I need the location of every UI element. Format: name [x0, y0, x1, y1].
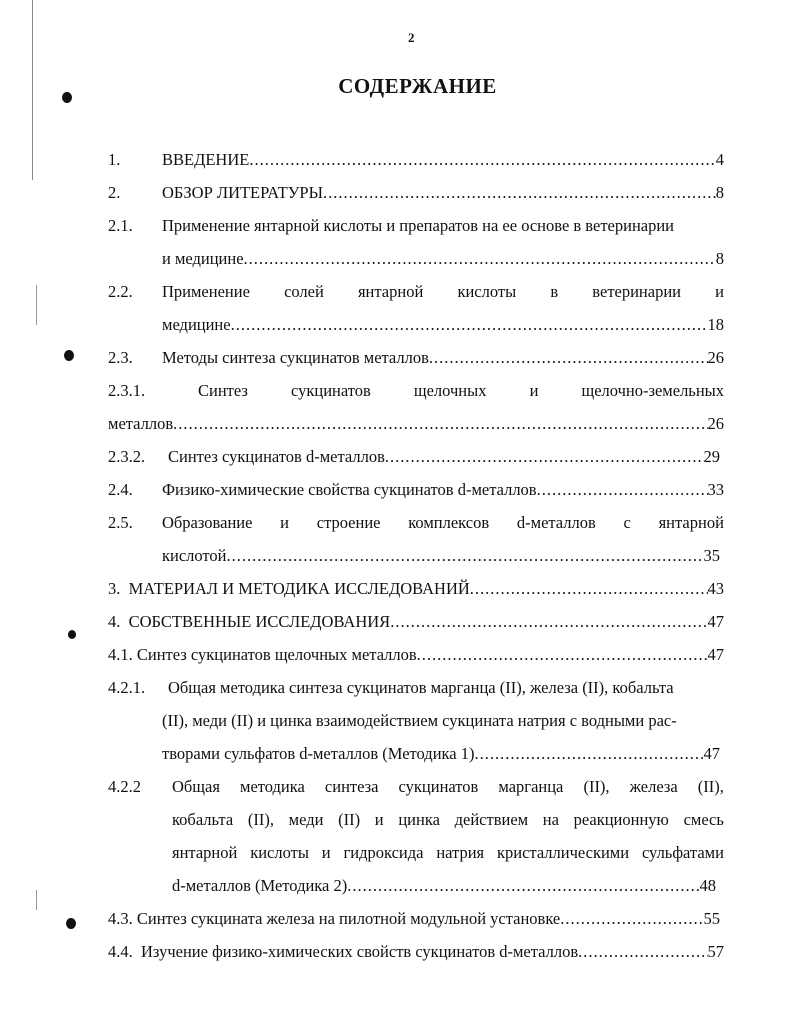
- toc-entry-number: 2.2.: [108, 282, 133, 301]
- toc-entry-page: 57: [707, 942, 724, 961]
- toc-entry-page: 47: [703, 744, 720, 763]
- word: Образование: [162, 513, 253, 532]
- word: смесь: [683, 810, 724, 829]
- toc-entry[interactable]: [172, 875, 716, 897]
- word: (II),: [247, 810, 274, 829]
- page-number: 2: [408, 30, 415, 45]
- toc-entry[interactable]: [162, 743, 720, 765]
- toc-entry-page: 18: [707, 315, 724, 334]
- toc-entry-number: 2.1.: [108, 216, 133, 235]
- word: и: [280, 513, 290, 532]
- word: и: [374, 810, 384, 829]
- toc-entry-page: 33: [707, 480, 724, 499]
- toc-entry-page: 35: [703, 546, 720, 565]
- toc-entry-title: 4.1. Синтез сукцинатов щелочных металлов: [108, 645, 417, 664]
- word: сукцинатов: [291, 381, 371, 400]
- toc-entry[interactable]: [162, 182, 724, 204]
- toc-entry-title: 3. МАТЕРИАЛ И МЕТОДИКА ИССЛЕДОВАНИЙ: [108, 579, 470, 598]
- word: с: [623, 513, 631, 532]
- word: марганца: [498, 777, 564, 796]
- toc-entry-title: 4.4. Изучение физико-химических свойств сукцинатов d-металлов: [108, 942, 579, 961]
- toc-entry[interactable]: [108, 413, 724, 435]
- toc-entry-number: 2.4.: [108, 480, 133, 499]
- toc-entry[interactable]: [168, 446, 720, 468]
- toc-entry-number: 4.2.1.: [108, 678, 146, 697]
- word: щелочно-земельных: [581, 381, 724, 400]
- word: кислоты: [457, 282, 517, 301]
- word: реакционную: [573, 810, 669, 829]
- toc-entry-title: [162, 281, 724, 303]
- word: солей: [284, 282, 324, 301]
- word: янтарной: [658, 513, 724, 532]
- scan-speck: [36, 890, 37, 910]
- toc-entry[interactable]: [108, 644, 724, 666]
- word: и: [715, 282, 724, 301]
- toc-entry-number: 2.3.2.: [108, 447, 146, 466]
- toc-entry-page: 47: [707, 612, 724, 631]
- toc-entry-title-cont: металлов: [108, 414, 174, 433]
- word: цинка: [398, 810, 440, 829]
- word: кристаллическими: [497, 843, 630, 862]
- word: Синтез: [198, 381, 248, 400]
- toc-entry-page: 4: [715, 150, 724, 169]
- toc-entry-title: Общая методика синтеза сукцинатов марганца (II), железа (II), кобальта: [168, 678, 674, 697]
- word: щелочных: [413, 381, 487, 400]
- word: d-металлов: [516, 513, 596, 532]
- word: методика: [240, 777, 305, 796]
- toc-entry-title: 4.3. Синтез сукцината железа на пилотной модульной установке: [108, 909, 561, 928]
- toc-entry[interactable]: [162, 479, 724, 501]
- word: на: [542, 810, 559, 829]
- toc-entry-number: 2.3.: [108, 348, 133, 367]
- toc-entry[interactable]: [162, 149, 724, 171]
- toc-entry-title: Физико-химические свойства сукцинатов d-металлов: [162, 480, 537, 499]
- toc-entry-title: [198, 380, 724, 402]
- toc-entry-title-cont: кислотой: [162, 546, 227, 565]
- toc-entry-title-cont: медицине: [162, 315, 231, 334]
- toc-entry-title: ОБЗОР ЛИТЕРАТУРЫ: [162, 183, 323, 202]
- word: синтеза: [324, 777, 379, 796]
- toc-entry-page: 8: [715, 183, 724, 202]
- toc-entry-title: Методы синтеза сукцинатов металлов: [162, 348, 429, 367]
- toc-entry[interactable]: [162, 314, 724, 336]
- toc-entry-title: ВВЕДЕНИЕ: [162, 150, 250, 169]
- toc-entry[interactable]: [162, 248, 724, 270]
- punch-hole-mark: [66, 918, 76, 929]
- toc-entry-number: 2.5.: [108, 513, 133, 532]
- word: (II),: [697, 777, 724, 796]
- word: действием: [454, 810, 529, 829]
- word: меди: [288, 810, 324, 829]
- word: сукцинатов: [398, 777, 479, 796]
- toc-entry-page: 48: [699, 876, 716, 895]
- toc-entry[interactable]: [108, 611, 724, 633]
- word: (II): [338, 810, 361, 829]
- toc-entry-title-cont: творами сульфатов d-металлов (Методика 1): [162, 744, 475, 763]
- toc-entry-page: 43: [707, 579, 724, 598]
- toc-entry-title: [162, 512, 724, 534]
- toc-entry[interactable]: [108, 908, 720, 930]
- word: ветеринарии: [592, 282, 681, 301]
- scan-speck: [36, 285, 37, 325]
- toc-entry-page: 55: [703, 909, 720, 928]
- word: Применение: [162, 282, 250, 301]
- toc-entry-number: 4.2.2: [108, 777, 141, 796]
- toc-entry[interactable]: [108, 578, 724, 600]
- punch-hole-mark: [64, 350, 74, 361]
- toc-entry-title: 4. СОБСТВЕННЫЕ ИССЛЕДОВАНИЯ: [108, 612, 391, 631]
- word: гидроксида: [343, 843, 424, 862]
- page-title: СОДЕРЖАНИЕ: [338, 74, 497, 98]
- toc-entry[interactable]: [108, 941, 724, 963]
- word: сульфатами: [641, 843, 724, 862]
- toc-entry-title-cont: [172, 842, 724, 864]
- word: кислоты: [250, 843, 309, 862]
- toc-entry-number: 1.: [108, 150, 121, 169]
- toc-entry[interactable]: [162, 545, 720, 567]
- toc-entry[interactable]: [162, 347, 724, 369]
- word: натрия: [436, 843, 485, 862]
- toc-entry-title: Применение янтарной кислоты и препаратов на ее основе в ветеринарии: [162, 216, 675, 235]
- word: в: [550, 282, 559, 301]
- toc-entry-title-cont: (II), меди (II) и цинка взаимодействием сукцината натрия с водными рас-: [162, 711, 677, 730]
- toc-entry-title-cont: и медицине: [162, 249, 244, 268]
- toc-entry-number: 2.3.1.: [108, 381, 146, 400]
- word: (II),: [583, 777, 610, 796]
- punch-hole-mark: [68, 630, 76, 639]
- word: кобальта: [172, 810, 234, 829]
- toc-entry-page: 29: [703, 447, 720, 466]
- toc-entry-page: 26: [707, 414, 724, 433]
- toc-entry-title-cont: [172, 809, 724, 831]
- toc-entry-title: [172, 776, 724, 798]
- word: и: [321, 843, 331, 862]
- word: янтарной: [357, 282, 424, 301]
- word: Общая: [172, 777, 220, 796]
- word: железа: [629, 777, 678, 796]
- toc-entry-page: 8: [715, 249, 724, 268]
- toc-entry-title: Синтез сукцинатов d-металлов: [168, 447, 385, 466]
- word: янтарной: [172, 843, 238, 862]
- toc-entry-page: 26: [707, 348, 724, 367]
- toc-entry-title-cont: d-металлов (Методика 2): [172, 876, 348, 895]
- toc-entry-page: 47: [707, 645, 724, 664]
- toc-entry-number: 2.: [108, 183, 121, 202]
- word: комплексов: [408, 513, 490, 532]
- word: и: [529, 381, 539, 400]
- word: строение: [316, 513, 381, 532]
